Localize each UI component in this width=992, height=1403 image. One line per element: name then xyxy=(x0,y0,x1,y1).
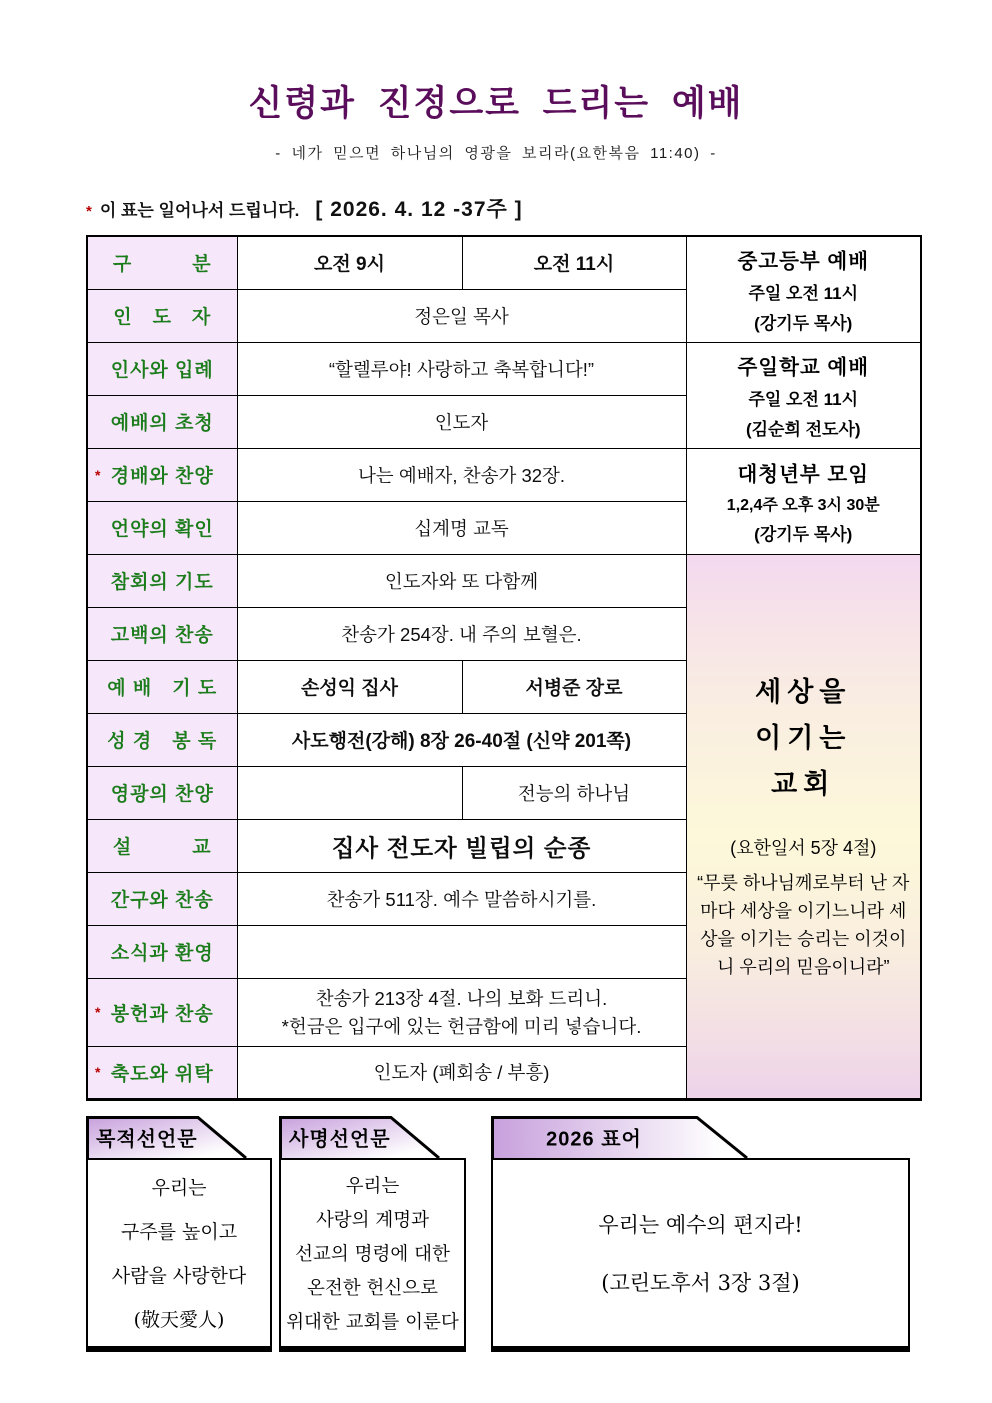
order-item-value: 사도행전(강해) 8장 26-40절 (신약 201쪽) xyxy=(237,713,686,766)
order-item-value: 정은일 목사 xyxy=(237,289,686,342)
order-of-worship-table xyxy=(86,235,922,1101)
theme-verse: “무릇 하나님께로부터 난 자마다 세상을 이기느니라 세상을 이기는 승리는 이것이니 우리의 믿음이니라” xyxy=(697,873,910,977)
asterisk-icon: * xyxy=(95,1004,102,1020)
theme-title: 세상을 이기는 교회 xyxy=(755,677,852,800)
order-item-value-11am: 서병준 장로 xyxy=(462,660,686,713)
declaration-line: 온전한 헌신으로 xyxy=(307,1277,438,1299)
side-section-title: 주일학교 예배 xyxy=(737,356,869,379)
order-item-label: * 경배와 찬양 xyxy=(87,448,237,501)
order-item-value xyxy=(237,978,686,1046)
side-section-youngadult xyxy=(686,448,921,554)
order-item-label: * 축도와 위탁 xyxy=(87,1046,237,1099)
sermon-title: 집사 전도자 빌립의 순종 xyxy=(237,819,686,872)
offering-hymn-line: 찬송가 213장 4절. 나의 보화 드리니. xyxy=(315,988,608,1009)
mission-declaration-box xyxy=(279,1116,466,1352)
asterisk-icon: * xyxy=(95,466,102,483)
declaration-line: 우리는 xyxy=(151,1177,207,1199)
mission-declaration-body xyxy=(279,1158,466,1352)
order-item-value: “할렐루야! 사랑하고 축복합니다!” xyxy=(237,342,686,395)
motto-line: 우리는 예수의 편지라! xyxy=(598,1212,803,1237)
order-item-value xyxy=(237,925,686,978)
tab-label: 목적선언문 xyxy=(96,1128,198,1150)
order-item-label: * 봉헌과 찬송 xyxy=(87,978,237,1046)
declaration-line: 구주를 높이고 xyxy=(120,1221,238,1243)
order-item-label: 인 도 자 xyxy=(87,289,237,342)
order-item-label: 성 경 봉 독 xyxy=(87,713,237,766)
order-item-label: 설 교 xyxy=(87,819,237,872)
side-section-leader: (강기두 목사) xyxy=(754,525,853,544)
side-section-time: 1,2,4주 오후 3시 30분 xyxy=(726,497,880,514)
order-item-label: 고백의 찬송 xyxy=(87,607,237,660)
order-item-value-9am: 손성익 집사 xyxy=(237,660,462,713)
motto-box xyxy=(491,1116,910,1352)
declarations-row xyxy=(86,1116,992,1352)
order-item-value: 인도자 (폐회송 / 부흥) xyxy=(237,1046,686,1099)
side-section-time: 주일 오전 11시 xyxy=(748,284,859,304)
column-header-9am: 오전 9시 xyxy=(237,236,462,289)
motto-tab xyxy=(491,1116,910,1158)
order-item-label: 소식과 환영 xyxy=(87,925,237,978)
order-item-value: 인도자와 또 다함께 xyxy=(237,554,686,607)
table-row xyxy=(87,236,921,289)
order-item-label: 예배의 초청 xyxy=(87,395,237,448)
order-item-value: 십계명 교독 xyxy=(237,501,686,554)
table-row xyxy=(87,342,921,395)
service-date: [ 2026. 4. 12 -37주 ] xyxy=(315,198,523,221)
table-row xyxy=(87,554,921,607)
declaration-line: 우리는 xyxy=(345,1175,400,1197)
asterisk-icon: * xyxy=(95,1064,102,1080)
order-item-value-9am xyxy=(237,766,462,819)
tab-label: 사명선언문 xyxy=(289,1128,391,1150)
side-section-title: 대청년부 모임 xyxy=(737,463,869,486)
theme-box xyxy=(686,554,921,1099)
order-item-label: 인사와 입례 xyxy=(87,342,237,395)
page-title: 신령과 진정으로 드리는 예배 xyxy=(248,84,744,123)
order-item-label: 예 배 기 도 xyxy=(87,660,237,713)
side-section-title: 중고등부 예배 xyxy=(737,250,869,274)
side-section-youth xyxy=(686,236,921,342)
order-item-value-11am: 전능의 하나님 xyxy=(462,766,686,819)
declaration-line: 사랑의 계명과 xyxy=(315,1209,430,1231)
table-row xyxy=(87,448,921,501)
purpose-declaration-tab xyxy=(86,1116,272,1158)
order-item-value: 찬송가 511장. 예수 말씀하시기를. xyxy=(237,872,686,925)
page-subtitle: - 네가 믿으면 하나님의 영광을 보리라(요한복음 11:40) - xyxy=(275,145,717,162)
standing-note-text: 이 표는 일어나서 드립니다. xyxy=(99,201,300,220)
order-item-label: 영광의 찬양 xyxy=(87,766,237,819)
order-item-label: 참회의 기도 xyxy=(87,554,237,607)
order-item-value: 찬송가 254장. 내 주의 보혈은. xyxy=(237,607,686,660)
side-section-leader: (강기두 목사) xyxy=(754,314,853,334)
side-section-time: 주일 오전 11시 xyxy=(748,390,859,409)
order-item-value: 인도자 xyxy=(237,395,686,448)
theme-reference: (요한일서 5장 4절) xyxy=(730,838,877,859)
mission-declaration-tab xyxy=(279,1116,466,1158)
order-item-value: 나는 예배자, 찬송가 32장. xyxy=(237,448,686,501)
side-section-sundayschool xyxy=(686,342,921,448)
purpose-declaration-body xyxy=(86,1158,272,1352)
motto-body xyxy=(491,1158,910,1352)
asterisk-icon: * xyxy=(86,203,92,220)
standing-note xyxy=(86,193,992,223)
purpose-declaration-box xyxy=(86,1116,272,1352)
declaration-line: (敬天愛人) xyxy=(133,1309,225,1331)
offering-note-line: *헌금은 입구에 있는 헌금함에 미리 넣습니다. xyxy=(281,1016,642,1037)
order-item-label: 간구와 찬송 xyxy=(87,872,237,925)
motto-reference: (고린도후서 3장 3절) xyxy=(601,1270,800,1295)
declaration-line: 선교의 명령에 대한 xyxy=(295,1243,450,1265)
declaration-line: 위대한 교회를 이룬다 xyxy=(286,1311,459,1333)
column-header-11am: 오전 11시 xyxy=(462,236,686,289)
order-item-label: 언약의 확인 xyxy=(87,501,237,554)
tab-label: 2026 표어 xyxy=(546,1128,642,1150)
side-section-leader: (김순희 전도사) xyxy=(745,420,861,439)
order-item-label: 구 분 xyxy=(87,236,237,289)
declaration-line: 사람을 사랑한다 xyxy=(111,1265,247,1287)
